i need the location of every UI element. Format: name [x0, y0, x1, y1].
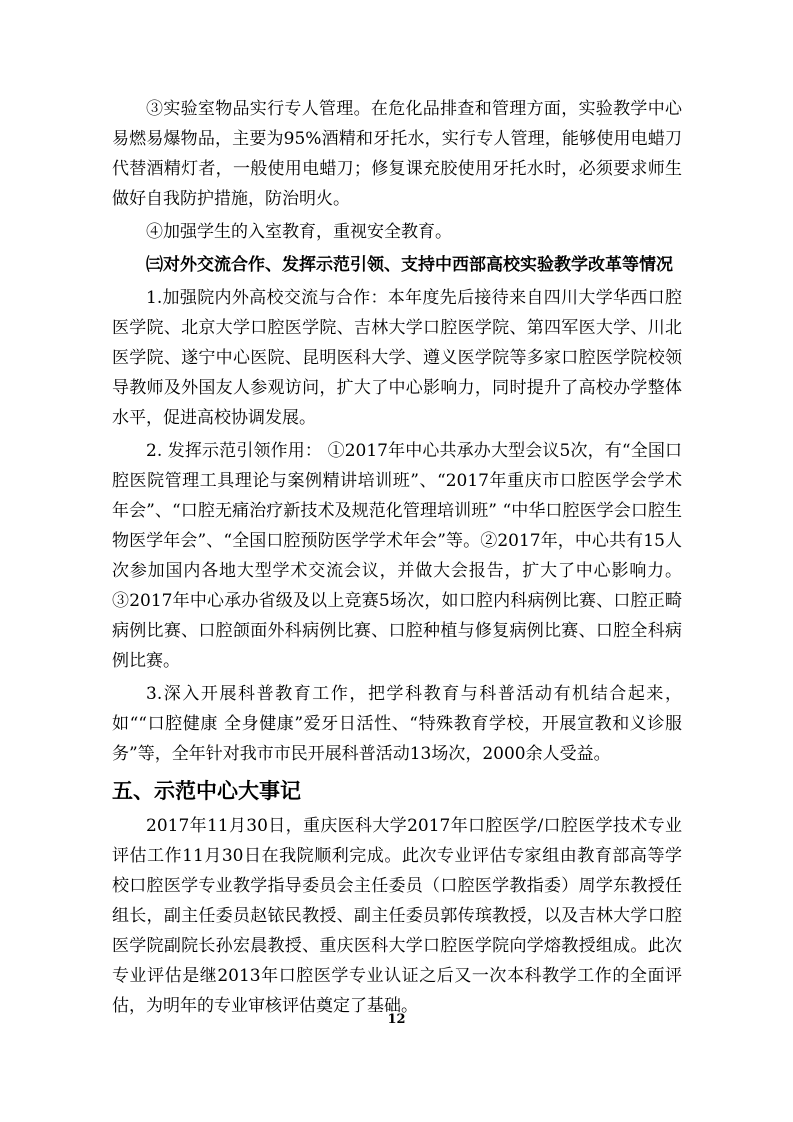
- subheading-exchange-cooperation: ㈢对外交流合作、发挥示范引领、支持中西部高校实验教学改革等情况: [146, 255, 673, 275]
- paragraph-university-exchange: 1.加强院内外高校交流与合作：本年度先后接待来自四川大学华西口腔医学院、北京大学口腔医学院、吉林大学口腔医学院、第四军医大学、川北医学院、遂宁中心医院、昆明医科大学、遵义医学院等多家口腔医学院校领导教师及外国友人参观访问，扩大了中心影响力，同时提升了高校办学整体水平，促进高校协调发展。: [112, 288, 682, 428]
- paragraph-lab-item-management: ③实验室物品实行专人管理。在危化品排查和管理方面，实验教学中心易燃易爆物品，主要为95%酒精和牙托水，实行专人管理，能够使用电蜡刀代替酒精灯者，一般使用电蜡刀；修复课充胶使用牙托水时，必须要求师生做好自我防护措施，防治明火。: [112, 99, 682, 209]
- paragraph-program-evaluation: 2017年11月30日，重庆医科大学2017年口腔医学/口腔医学技术专业评估工作11月30日在我院顺利完成。此次专业评估专家组由教育部高等学校口腔医学专业教学指导委员会主任委员（口腔医学教指委）周学东教授任组长，副主任委员赵铱民教授、副主任委员郭传瑸教授，以及吉林大学口腔医学院副院长孙宏晨教授、重庆医科大学口腔医学院向学熔教授组成。此次专业评估是继2013年口腔医学专业认证之后又一次本科教学工作的全面评估，为明年的专业审核评估奠定了基础。: [112, 816, 682, 1016]
- paragraph-demonstration-role: 2. 发挥示范引领作用： ①2017年中心共承办大型会议5次，有“全国口腔医院管理工具理论与案例精讲培训班”、“2017年重庆市口腔医学会学术年会”、“口腔无痛治疗新技术及规范化管理培训班” “中华口腔医学会口腔生物医学年会”、“全国口腔预防医学学术年会”等。②2017年，中心共有15人次参加国内各地大型学术交流会议，并做大会报告，扩大了中心影响力。③2017年中心承办省级及以上竞赛5场次，如口腔内科病例比赛、口腔正畸病例比赛、口腔颌面外科病例比赛、口腔种植与修复病例比赛、口腔全科病例比赛。: [112, 441, 682, 671]
- section-heading-major-events: 五、示范中心大事记: [112, 779, 301, 803]
- paragraph-safety-education: ④加强学生的入室教育，重视安全教育。: [146, 222, 452, 242]
- page-number: 12: [387, 1012, 406, 1027]
- paragraph-science-education: 3.深入开展科普教育工作，把学科教育与科普活动有机结合起来，如““口腔健康 全身健康”爱牙日活性、“特殊教育学校，开展宣教和义诊服务”等，全年针对我市市民开展科普活动13场次，2000余人受益。: [112, 684, 682, 764]
- page-body: [112, 94, 682, 1024]
